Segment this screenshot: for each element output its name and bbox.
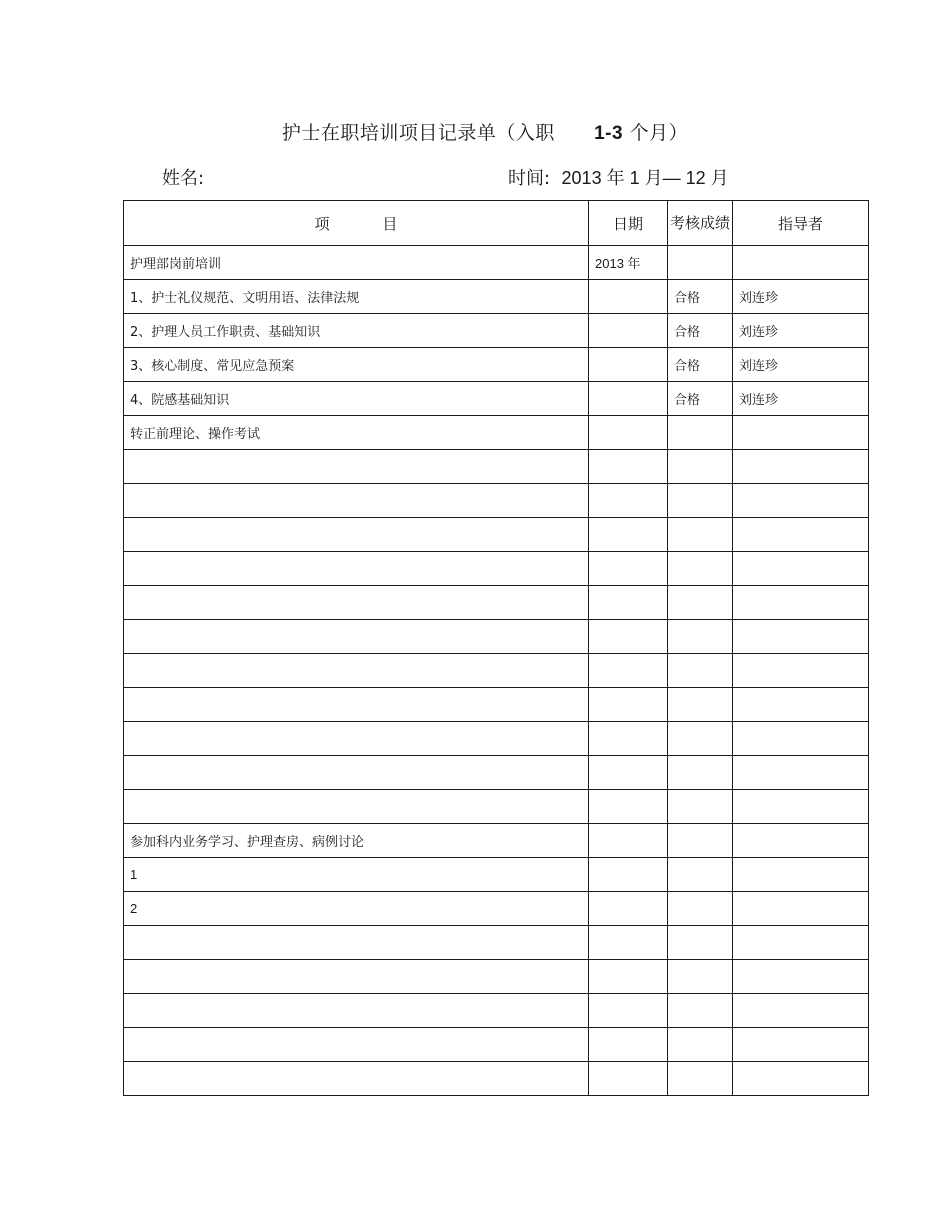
cell-score <box>668 756 733 790</box>
cell-score <box>668 450 733 484</box>
cell-score <box>668 824 733 858</box>
cell-mentor <box>733 1028 869 1062</box>
header-mentor: 指导者 <box>733 201 869 246</box>
cell-score <box>668 722 733 756</box>
cell-mentor <box>733 484 869 518</box>
cell-date <box>589 756 668 790</box>
cell-date <box>589 688 668 722</box>
cell-date <box>589 1062 668 1096</box>
table-row <box>124 858 869 892</box>
cell-mentor: 刘连珍 <box>733 314 869 348</box>
cell-date <box>589 994 668 1028</box>
cell-score <box>668 1062 733 1096</box>
cell-item: 2、护理人员工作职责、基础知识 <box>124 314 589 348</box>
cell-date <box>589 1028 668 1062</box>
name-label: 姓名: <box>162 168 205 189</box>
table-row <box>124 824 869 858</box>
cell-item <box>124 1062 589 1096</box>
cell-mentor <box>733 620 869 654</box>
cell-score <box>668 892 733 926</box>
cell-mentor <box>733 586 869 620</box>
cell-item: 3、核心制度、常见应急预案 <box>124 348 589 382</box>
table-row <box>124 1028 869 1062</box>
cell-item: 1、护士礼仪规范、文明用语、法律法规 <box>124 280 589 314</box>
table-row <box>124 654 869 688</box>
cell-item: 护理部岗前培训 <box>124 246 589 280</box>
cell-date <box>589 280 668 314</box>
cell-score <box>668 620 733 654</box>
table-row <box>124 416 869 450</box>
cell-item <box>124 552 589 586</box>
cell-item <box>124 450 589 484</box>
table-row <box>124 518 869 552</box>
cell-date <box>589 586 668 620</box>
cell-date <box>589 450 668 484</box>
cell-item <box>124 1028 589 1062</box>
cell-date <box>589 416 668 450</box>
table-row <box>124 450 869 484</box>
cell-score <box>668 960 733 994</box>
cell-score <box>668 246 733 280</box>
time-value: 2013 年 1 月— 12 月 <box>561 168 729 188</box>
cell-mentor <box>733 416 869 450</box>
cell-date <box>589 892 668 926</box>
cell-item <box>124 484 589 518</box>
cell-mentor: 刘连珍 <box>733 382 869 416</box>
cell-score <box>668 790 733 824</box>
cell-date <box>589 790 668 824</box>
cell-mentor <box>733 790 869 824</box>
cell-item <box>124 756 589 790</box>
cell-date <box>589 620 668 654</box>
cell-score <box>668 994 733 1028</box>
cell-score: 合格 <box>668 382 733 416</box>
cell-date: 2013 年 <box>589 246 668 280</box>
table-row <box>124 246 869 280</box>
cell-mentor: 刘连珍 <box>733 348 869 382</box>
cell-date <box>589 348 668 382</box>
table-row <box>124 552 869 586</box>
header-item: 项 目 <box>124 201 589 246</box>
cell-mentor <box>733 824 869 858</box>
cell-item: 转正前理论、操作考试 <box>124 416 589 450</box>
cell-item <box>124 518 589 552</box>
cell-mentor <box>733 994 869 1028</box>
table-row <box>124 790 869 824</box>
cell-item <box>124 688 589 722</box>
table-row <box>124 756 869 790</box>
cell-item <box>124 994 589 1028</box>
time-label: 时间: <box>508 168 551 189</box>
cell-item: 2 <box>124 892 589 926</box>
cell-date <box>589 382 668 416</box>
table-header-row <box>124 201 869 246</box>
cell-item <box>124 790 589 824</box>
cell-score <box>668 1028 733 1062</box>
table-row <box>124 722 869 756</box>
table-row <box>124 926 869 960</box>
table-row <box>124 994 869 1028</box>
title-suffix: 个月） <box>629 122 689 144</box>
table-row <box>124 960 869 994</box>
time-field <box>508 164 729 190</box>
header-date: 日期 <box>589 201 668 246</box>
cell-mentor <box>733 926 869 960</box>
table-row <box>124 586 869 620</box>
cell-score: 合格 <box>668 314 733 348</box>
cell-mentor <box>733 688 869 722</box>
table-row <box>124 314 869 348</box>
cell-item <box>124 620 589 654</box>
cell-date <box>589 858 668 892</box>
cell-item: 1 <box>124 858 589 892</box>
cell-score <box>668 926 733 960</box>
header-score: 考核成绩 <box>668 201 733 246</box>
table-row <box>124 892 869 926</box>
table-row <box>124 348 869 382</box>
cell-date <box>589 654 668 688</box>
cell-score <box>668 654 733 688</box>
cell-mentor <box>733 450 869 484</box>
cell-score <box>668 484 733 518</box>
table-body <box>124 246 869 1096</box>
cell-score: 合格 <box>668 348 733 382</box>
cell-score <box>668 688 733 722</box>
cell-mentor <box>733 552 869 586</box>
cell-item: 4、院感基础知识 <box>124 382 589 416</box>
cell-mentor <box>733 246 869 280</box>
cell-score <box>668 858 733 892</box>
cell-mentor <box>733 756 869 790</box>
cell-item <box>124 722 589 756</box>
cell-item <box>124 926 589 960</box>
cell-mentor <box>733 960 869 994</box>
table-row <box>124 382 869 416</box>
title-prefix: 护士在职培训项目记录单（入职 <box>281 122 555 144</box>
table-row <box>124 280 869 314</box>
table-row <box>124 484 869 518</box>
cell-mentor <box>733 858 869 892</box>
cell-date <box>589 518 668 552</box>
cell-score <box>668 416 733 450</box>
cell-date <box>589 722 668 756</box>
cell-date <box>589 960 668 994</box>
cell-mentor <box>733 722 869 756</box>
cell-mentor: 刘连珍 <box>733 280 869 314</box>
cell-date <box>589 484 668 518</box>
cell-date <box>589 552 668 586</box>
cell-mentor <box>733 1062 869 1096</box>
cell-mentor <box>733 654 869 688</box>
cell-score <box>668 552 733 586</box>
cell-item <box>124 654 589 688</box>
cell-item <box>124 586 589 620</box>
cell-date <box>589 926 668 960</box>
cell-score: 合格 <box>668 280 733 314</box>
table-row <box>124 620 869 654</box>
training-record-table <box>123 200 869 1096</box>
table-row <box>124 688 869 722</box>
table-row <box>124 1062 869 1096</box>
cell-mentor <box>733 892 869 926</box>
cell-score <box>668 586 733 620</box>
cell-mentor <box>733 518 869 552</box>
cell-date <box>589 824 668 858</box>
cell-item: 参加科内业务学习、护理查房、病例讨论 <box>124 824 589 858</box>
cell-date <box>589 314 668 348</box>
cell-score <box>668 518 733 552</box>
cell-item <box>124 960 589 994</box>
title-range: 1-3 <box>594 123 624 144</box>
page-title <box>0 118 950 145</box>
